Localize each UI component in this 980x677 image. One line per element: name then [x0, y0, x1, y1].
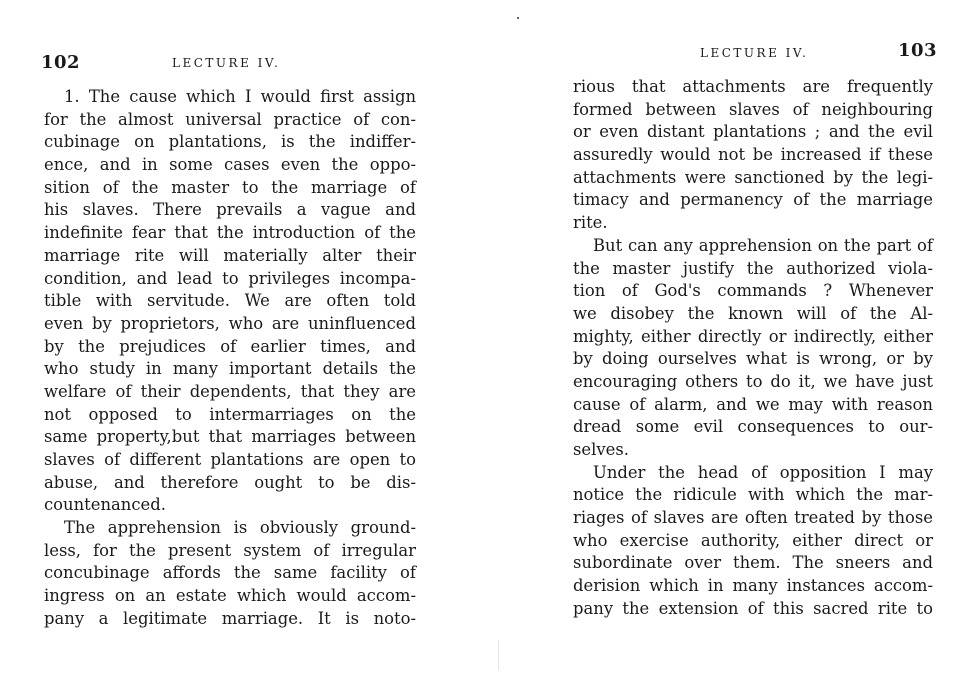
text-line: by doing ourselves what is wrong, or by — [573, 349, 933, 369]
running-head: LECTURE IV. — [700, 46, 809, 60]
text-line: 1. The cause which I would first assign — [64, 87, 416, 106]
text-line: derision which in many instances accom- — [573, 576, 933, 596]
text-line: we disobey the known will of the Al- — [573, 303, 933, 323]
text-line: But can any apprehension on the part of — [593, 235, 933, 255]
page-number: 103 — [898, 40, 938, 61]
text-line: marriage rite will materially alter their — [44, 245, 416, 265]
page-number: 102 — [41, 52, 81, 73]
text-line: rious that attachments are frequently — [573, 77, 933, 96]
text-line: selves. — [573, 440, 629, 459]
text-line: even by proprietors, who are uninfluenced — [44, 313, 416, 333]
text-line: The apprehension is obviously ground- — [64, 518, 416, 538]
text-line: encouraging others to do it, we have just — [573, 371, 933, 391]
text-line: notice the ridicule with which the mar- — [573, 485, 933, 505]
text-line: ence, and in some cases even the oppo- — [44, 155, 416, 175]
text-line: tion of God's commands ? Whenever — [573, 281, 933, 301]
text-line: ingress on an estate which would accom- — [44, 586, 416, 606]
text-line: attachments were sanctioned by the legi- — [573, 167, 933, 187]
text-line: dread some evil consequences to our- — [573, 417, 933, 437]
text-line: cause of alarm, and we may with reason — [573, 394, 933, 414]
text-line: mighty, either directly or indirectly, either — [573, 326, 933, 346]
text-line: slaves of different plantations are open to — [44, 450, 416, 469]
text-line: formed between slaves of neighbouring — [573, 99, 933, 119]
text-line: abuse, and therefore ought to be dis- — [44, 472, 416, 492]
body-text — [573, 76, 933, 621]
text-line: concubinage affords the same facility of — [44, 563, 416, 583]
text-line: by the prejudices of earlier times, and — [44, 336, 416, 356]
text-line: for the almost universal practice of con- — [44, 109, 416, 129]
text-line: sition of the master to the marriage of — [44, 177, 416, 197]
right-page — [500, 0, 980, 677]
running-head: LECTURE IV. — [172, 56, 281, 70]
text-line: pany the extension of this sacred rite to — [573, 598, 933, 618]
text-line: welfare of their dependents, that they are — [44, 381, 416, 401]
text-line: tible with servitude. We are often told — [44, 291, 416, 311]
text-line: not opposed to intermarriages on the — [44, 404, 416, 424]
text-line: subordinate over them. The sneers and — [573, 553, 933, 573]
text-line: timacy and permanency of the marriage — [573, 190, 933, 210]
text-line: who exercise authority, either direct or — [573, 530, 933, 550]
text-line: less, for the present system of irregular — [44, 540, 416, 560]
text-line: riages of slaves are often treated by those — [573, 508, 933, 528]
text-line: or even distant plantations ; and the evil — [573, 122, 933, 142]
print-speck — [517, 17, 519, 19]
text-line: pany a legitimate marriage. It is noto- — [44, 608, 416, 628]
text-line: indefinite fear that the introduction of the — [44, 223, 416, 243]
text-line: condition, and lead to privileges incompa- — [44, 268, 416, 288]
text-line: assuredly would not be increased if these — [573, 145, 933, 165]
text-line: the master justify the authorized viola- — [573, 258, 933, 278]
body-text — [44, 86, 416, 631]
text-line: same property,but that marriages between — [44, 427, 416, 447]
text-line: his slaves. There prevails a vague and — [44, 200, 416, 220]
text-line: rite. — [573, 213, 608, 233]
text-line: countenanced. — [44, 495, 166, 515]
page-gutter — [498, 640, 499, 670]
text-line: who study in many important details the — [44, 359, 416, 379]
text-line: cubinage on plantations, is the indiffer- — [44, 132, 416, 152]
text-line: Under the head of opposition I may — [593, 462, 933, 482]
